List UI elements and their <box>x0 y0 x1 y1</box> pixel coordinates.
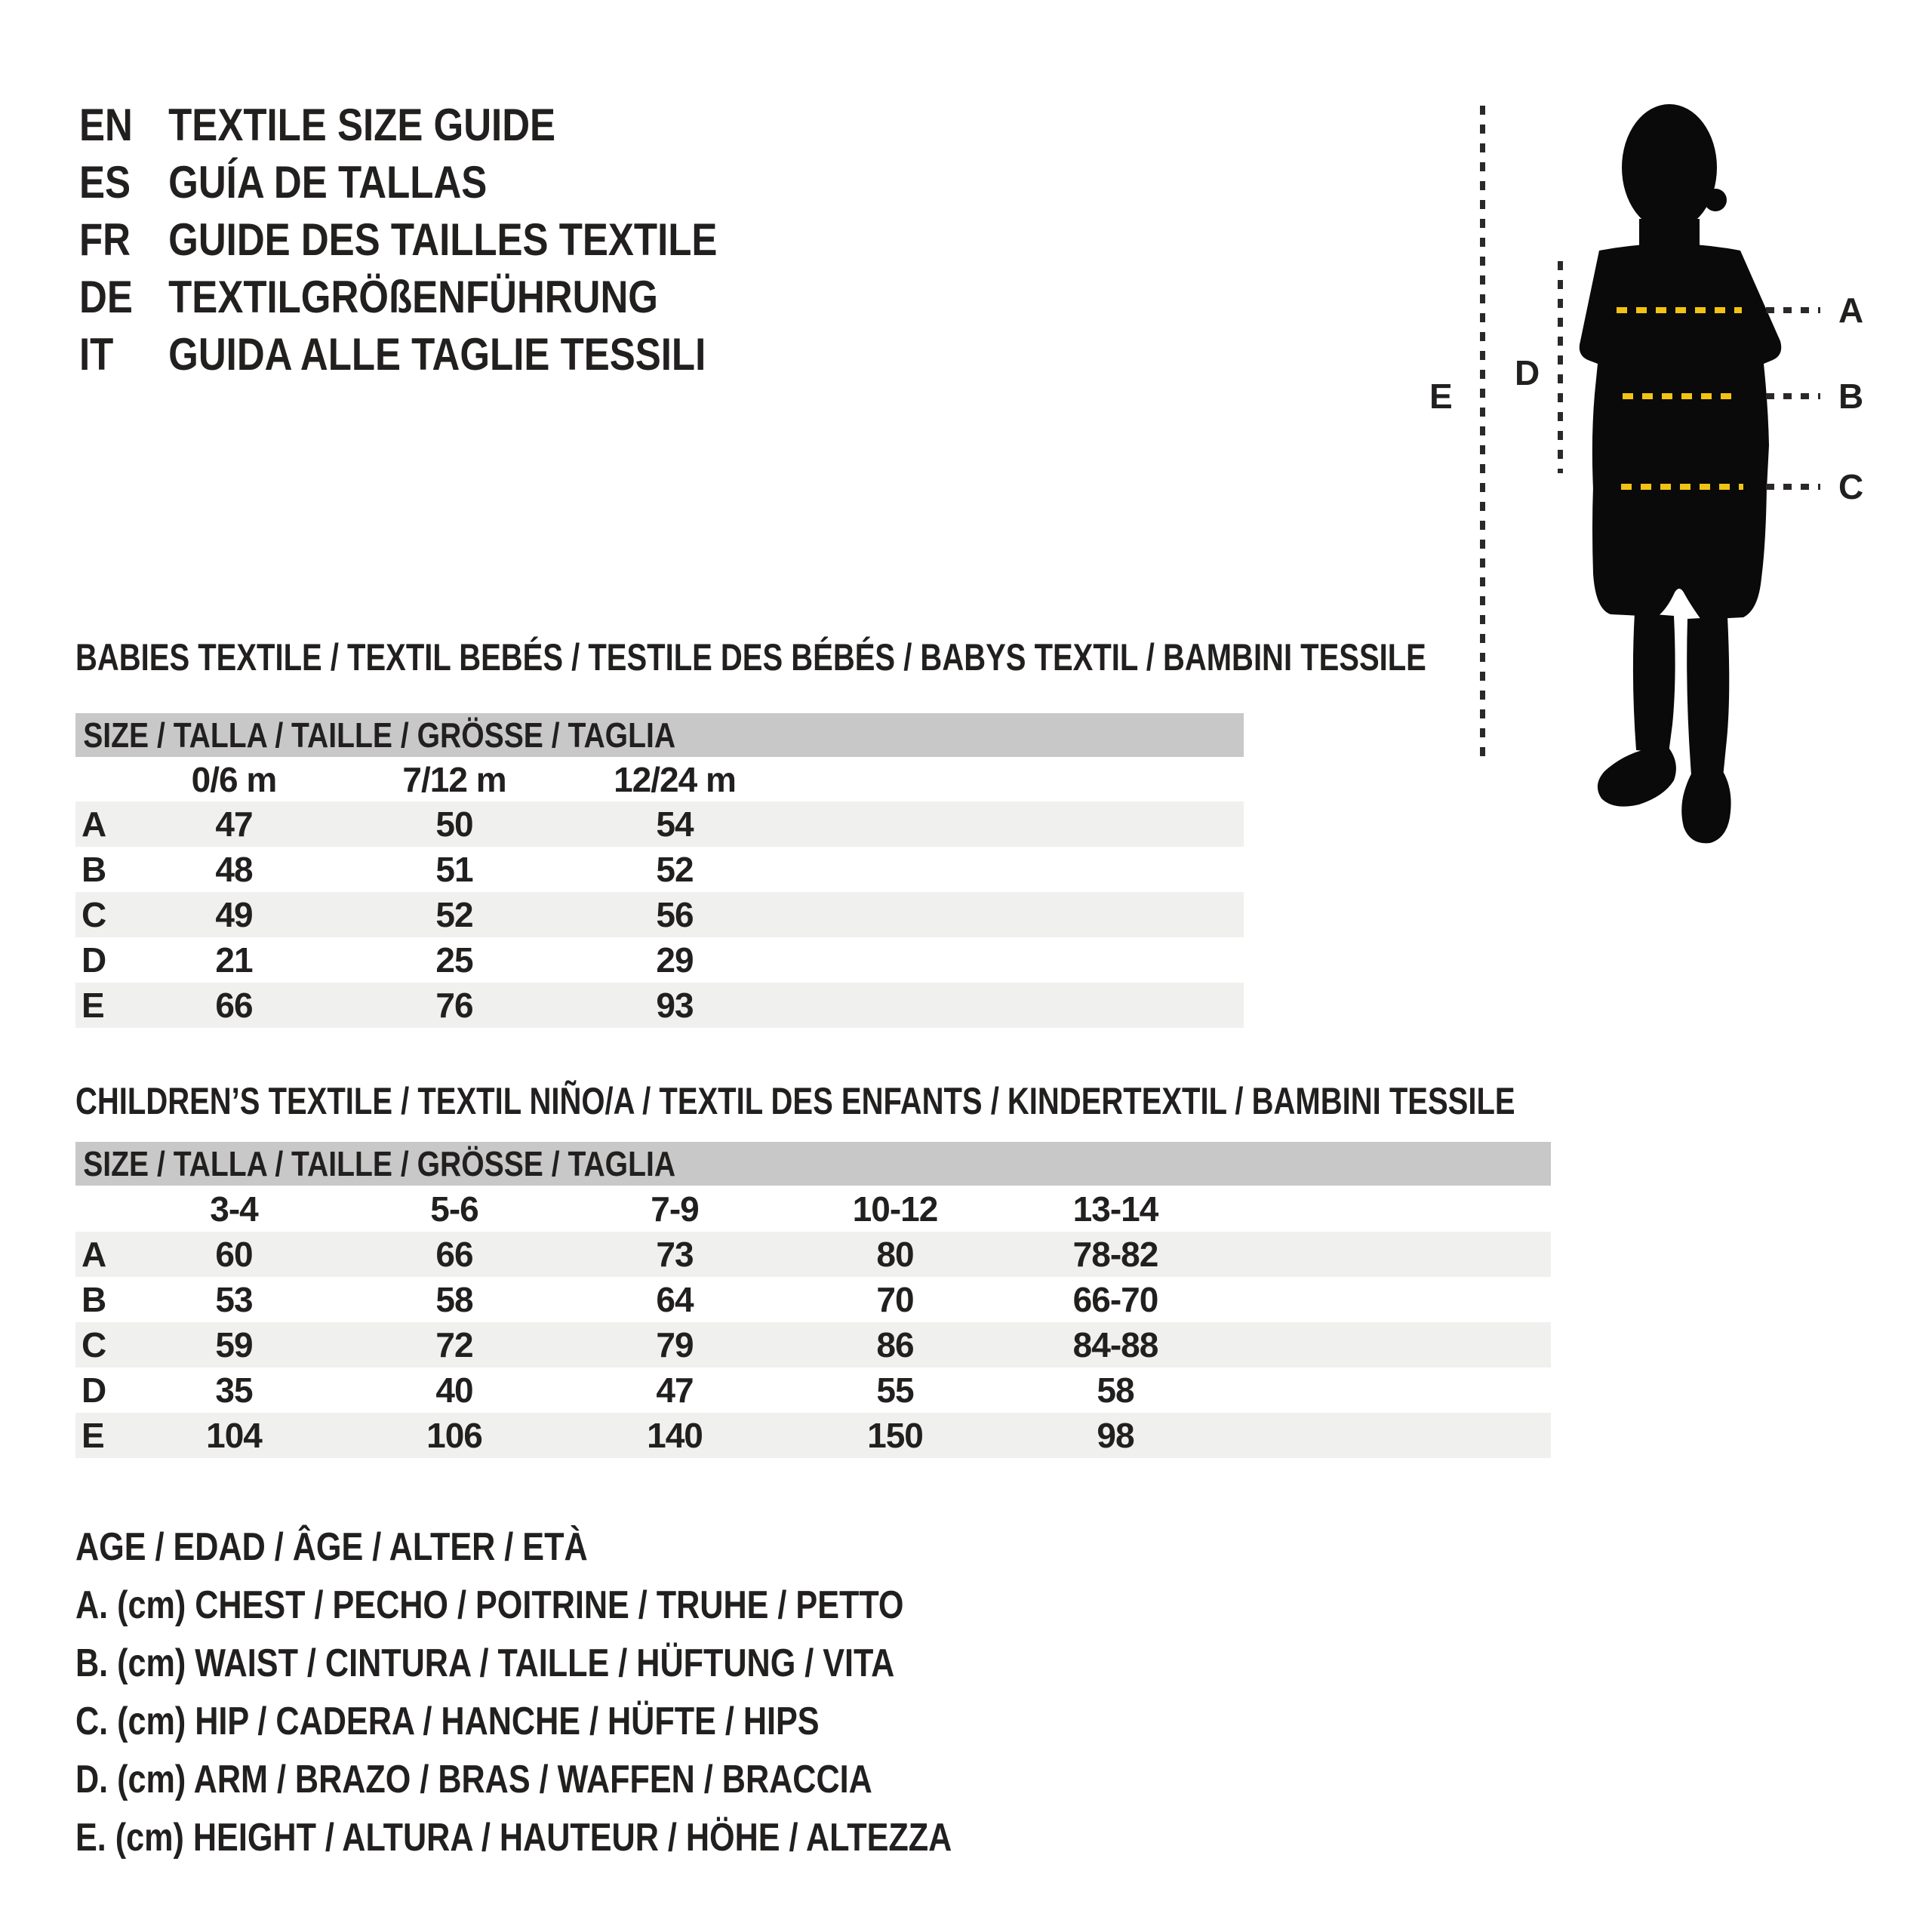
row-label: B <box>82 850 106 889</box>
language-row-en <box>79 97 830 154</box>
value-cell: 79 <box>656 1325 694 1364</box>
row-label: E <box>82 986 104 1025</box>
legend-chest-line: A. (cm) CHEST / PECHO / POITRINE / TRUHE / PETTO <box>75 1583 904 1627</box>
chest-measure-line-a <box>1617 307 1742 313</box>
language-row-de <box>79 269 830 326</box>
value-cell: 70 <box>876 1280 914 1319</box>
value-cell: 58 <box>435 1280 473 1319</box>
value-cell: 35 <box>215 1371 253 1410</box>
column-header: 7-9 <box>651 1189 699 1229</box>
value-cell: 52 <box>656 850 694 889</box>
language-code: FR <box>79 214 131 265</box>
value-cell: 80 <box>876 1235 914 1274</box>
column-header: 7/12 m <box>402 759 506 799</box>
value-cell: 106 <box>426 1416 482 1455</box>
language-code: IT <box>79 329 114 380</box>
child-silhouette <box>1404 45 1857 875</box>
table-row-a <box>75 801 1244 847</box>
value-cell: 64 <box>656 1280 694 1319</box>
value-cell: 55 <box>876 1371 914 1410</box>
language-code: EN <box>79 100 133 150</box>
legend-height-line: E. (cm) HEIGHT / ALTURA / HAUTEUR / HÖHE / ALTEZZA <box>75 1816 952 1860</box>
babies-section-title: BABIES TEXTILE / TEXTIL BEBÉS / TESTILE DES BÉBÉS / BABYS TEXTIL / BAMBINI TESSILE <box>75 636 1426 678</box>
waist-leader-line-b <box>1766 393 1820 399</box>
column-header: 3-4 <box>210 1189 258 1229</box>
value-cell: 66 <box>435 1235 473 1274</box>
row-label: C <box>82 895 106 934</box>
table-row-d <box>75 1367 1551 1413</box>
children-section-title: CHILDREN’S TEXTILE / TEXTIL NIÑO/A / TEXTIL DES ENFANTS / KINDERTEXTIL / BAMBINI TESSILE <box>75 1080 1515 1122</box>
value-cell: 76 <box>435 986 473 1025</box>
row-label: D <box>82 1371 106 1410</box>
value-cell: 58 <box>1097 1371 1134 1410</box>
value-cell: 72 <box>435 1325 473 1364</box>
value-cell: 47 <box>215 804 253 844</box>
babies-column-header-row <box>75 757 1244 801</box>
guide-title-it: GUIDA ALLE TAGLIE TESSILI <box>168 329 706 380</box>
value-cell: 66 <box>215 986 253 1025</box>
row-label: A <box>82 804 106 844</box>
value-cell: 50 <box>435 804 473 844</box>
value-cell: 40 <box>435 1371 473 1410</box>
value-cell: 51 <box>435 850 473 889</box>
guide-title-fr: GUIDE DES TAILLES TEXTILE <box>168 214 718 265</box>
column-header: 10-12 <box>852 1189 938 1229</box>
size-header-label: SIZE / TALLA / TAILLE / GRÖSSE / TAGLIA <box>83 715 676 755</box>
value-cell: 73 <box>656 1235 694 1274</box>
value-cell: 49 <box>215 895 253 934</box>
row-label: D <box>82 940 106 980</box>
figure-label-a: A <box>1838 291 1864 330</box>
measurement-legend <box>75 1518 1131 1867</box>
value-cell: 29 <box>656 940 694 980</box>
language-code: DE <box>79 272 133 322</box>
language-row-es <box>79 154 830 211</box>
table-row-c <box>75 892 1244 937</box>
row-label: B <box>82 1280 106 1319</box>
table-row-e <box>75 983 1244 1028</box>
figure-label-c: C <box>1838 467 1864 506</box>
empty-corner-cell <box>75 1186 124 1232</box>
table-row-a <box>75 1232 1551 1277</box>
hip-measure-line-c <box>1621 484 1743 490</box>
guide-title-de: TEXTILGRÖßENFÜHRUNG <box>168 272 658 322</box>
column-header: 5-6 <box>430 1189 478 1229</box>
value-cell: 56 <box>656 895 694 934</box>
value-cell: 140 <box>647 1416 703 1455</box>
figure-label-e: E <box>1429 377 1453 416</box>
value-cell: 150 <box>867 1416 923 1455</box>
figure-label-d: D <box>1515 353 1540 392</box>
babies-size-header-bar <box>75 713 1244 757</box>
empty-corner-cell <box>75 757 124 801</box>
children-size-header-bar <box>75 1142 1551 1186</box>
value-cell: 47 <box>656 1371 694 1410</box>
figure-label-b: B <box>1838 377 1864 416</box>
table-row-b <box>75 1277 1551 1322</box>
legend-waist-line: B. (cm) WAIST / CINTURA / TAILLE / HÜFTUNG / VITA <box>75 1641 895 1685</box>
children-size-table <box>75 1142 1551 1458</box>
value-cell: 104 <box>206 1416 262 1455</box>
size-header-label: SIZE / TALLA / TAILLE / GRÖSSE / TAGLIA <box>83 1144 676 1183</box>
column-header: 13-14 <box>1072 1189 1158 1229</box>
value-cell: 78-82 <box>1072 1235 1158 1274</box>
column-header: 0/6 m <box>191 759 277 799</box>
value-cell: 84-88 <box>1072 1325 1158 1364</box>
waist-measure-line-b <box>1623 393 1734 399</box>
value-cell: 98 <box>1097 1416 1134 1455</box>
value-cell: 48 <box>215 850 253 889</box>
value-cell: 60 <box>215 1235 253 1274</box>
language-code: ES <box>79 157 131 208</box>
table-row-b <box>75 847 1244 892</box>
value-cell: 93 <box>656 986 694 1025</box>
guide-title-en: TEXTILE SIZE GUIDE <box>168 100 556 150</box>
value-cell: 66-70 <box>1072 1280 1158 1319</box>
value-cell: 59 <box>215 1325 253 1364</box>
hip-leader-line-c <box>1766 484 1820 490</box>
table-row-d <box>75 937 1244 983</box>
babies-size-table <box>75 713 1244 1028</box>
legend-hip-line: C. (cm) HIP / CADERA / HANCHE / HÜFTE / HIPS <box>75 1700 820 1743</box>
table-row-e <box>75 1413 1551 1458</box>
arm-measure-line-d <box>1558 261 1563 473</box>
value-cell: 86 <box>876 1325 914 1364</box>
row-label: A <box>82 1235 106 1274</box>
value-cell: 53 <box>215 1280 253 1319</box>
row-label: C <box>82 1325 106 1364</box>
value-cell: 54 <box>656 804 694 844</box>
language-row-fr <box>79 211 830 269</box>
legend-arm-line: D. (cm) ARM / BRAZO / BRAS / WAFFEN / BRACCIA <box>75 1758 872 1801</box>
language-row-it <box>79 326 830 383</box>
legend-age-line: AGE / EDAD / ÂGE / ALTER / ETÀ <box>75 1525 588 1569</box>
value-cell: 52 <box>435 895 473 934</box>
column-header: 12/24 m <box>614 759 736 799</box>
row-label: E <box>82 1416 104 1455</box>
children-column-header-row <box>75 1186 1551 1232</box>
table-row-c <box>75 1322 1551 1367</box>
value-cell: 21 <box>215 940 253 980</box>
chest-leader-line-a <box>1766 307 1820 313</box>
guide-title-es: GUÍA DE TALLAS <box>168 157 488 208</box>
value-cell: 25 <box>435 940 473 980</box>
language-title-list <box>79 97 830 383</box>
